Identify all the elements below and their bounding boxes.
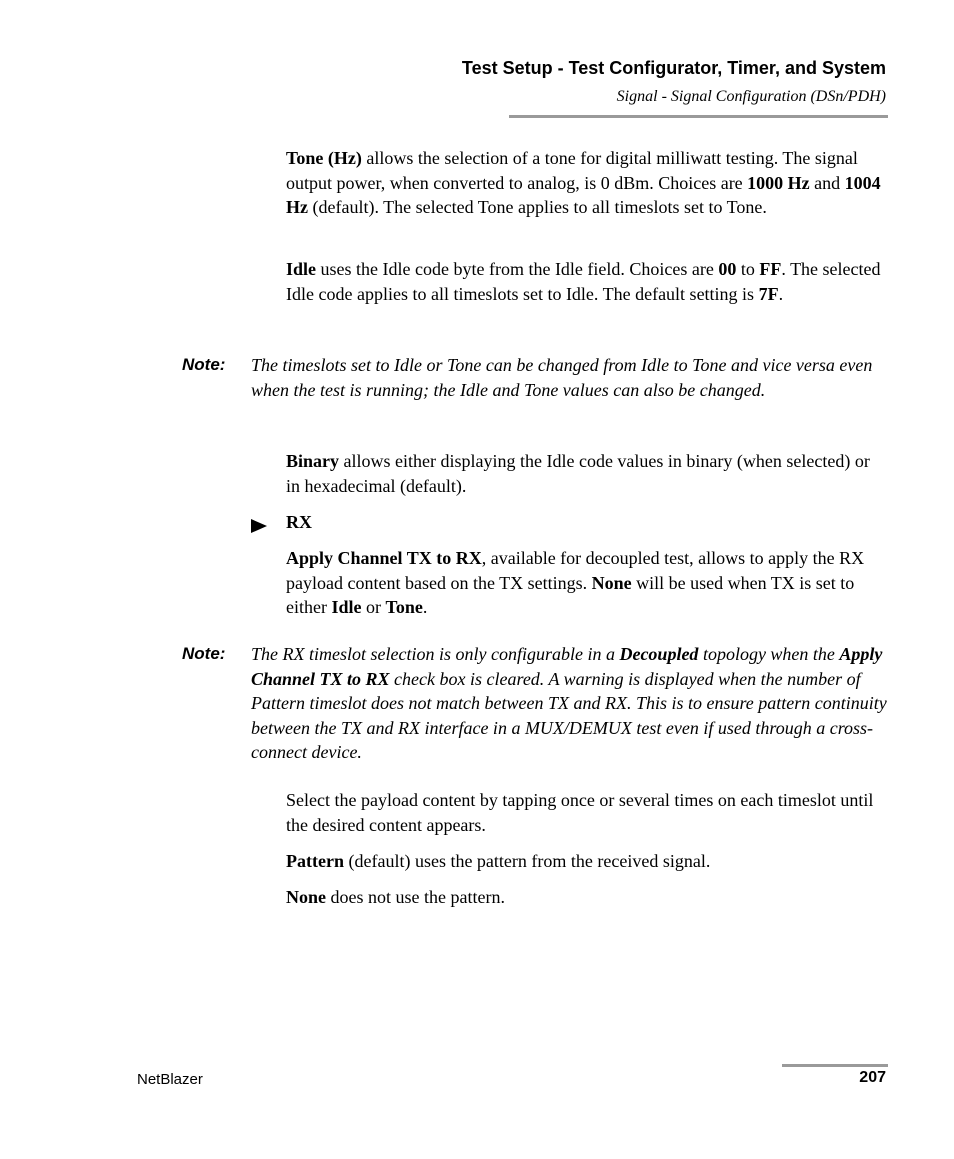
idle-text-1: uses the Idle code byte from the Idle field. Choices are	[316, 259, 719, 279]
note-2-text-2: topology when the	[698, 644, 840, 664]
arrow-bullet-icon	[251, 519, 267, 533]
note-2-bold-1: Decoupled	[619, 644, 699, 664]
idle-min: 00	[718, 259, 737, 279]
rx-heading-label: RX	[286, 512, 312, 532]
tone-text-3: (default). The selected Tone applies to all timeslots set to Tone.	[308, 197, 767, 217]
tone-term: Tone (Hz)	[286, 148, 362, 168]
binary-paragraph	[286, 449, 886, 498]
note-1-label: Note:	[182, 355, 226, 374]
apply-text-3: or	[361, 597, 386, 617]
apply-tone: Tone	[385, 597, 423, 617]
tone-paragraph	[286, 146, 886, 220]
apply-channel-paragraph	[286, 546, 886, 620]
idle-text-4: .	[778, 283, 784, 304]
apply-text-4: .	[422, 597, 428, 617]
binary-text: allows either displaying the Idle code values in binary (when selected) or in hexadecimal (default).	[286, 451, 870, 496]
apply-text-1: , available for decoupled test, allows to apply the RX payload content based on the TX settings.	[286, 548, 865, 593]
none-paragraph	[286, 885, 886, 910]
footer-product-name: NetBlazer	[137, 1071, 203, 1088]
note-2-text-3: check box is cleared. A warning is displayed when the number of Pattern timeslot does not match between TX and RX. This is to ensure pattern continuity between the TX and RX interface in a MUX/DEMUX test even if used through a cross-connect device.	[251, 668, 887, 762]
none-term: None	[286, 887, 326, 907]
idle-text-3: . The selected Idle code applies to all timeslots set to Idle. The default setting is	[286, 259, 881, 304]
idle-default: 7F	[758, 283, 779, 304]
none-text: does not use the pattern.	[326, 887, 505, 907]
rx-heading	[286, 510, 886, 535]
pattern-text: (default) uses the pattern from the received signal.	[343, 851, 711, 871]
select-paragraph: Select the payload content by tapping once or several times on each timeslot until the desired content appears.	[286, 790, 874, 835]
idle-term: Idle	[286, 259, 317, 279]
header-divider	[509, 115, 888, 118]
idle-text-2: to	[736, 259, 760, 279]
note-2-bold-2: Apply Channel TX to RX	[251, 644, 883, 689]
idle-max: FF	[759, 259, 782, 279]
footer-divider	[782, 1064, 888, 1067]
pattern-term: Pattern	[286, 851, 344, 871]
page-header-subtitle: Signal - Signal Configuration (DSn/PDH)	[616, 88, 886, 105]
apply-text-2: will be used when TX is set to either	[286, 572, 855, 617]
note-2-text-1: The RX timeslot selection is only configurable in a	[251, 644, 620, 664]
binary-term: Binary	[286, 451, 340, 471]
apply-idle: Idle	[331, 597, 362, 617]
rx-bullet	[251, 512, 267, 537]
tone-text-2: and	[809, 172, 845, 193]
page-number: 207	[859, 1069, 886, 1086]
page-header-title: Test Setup - Test Configurator, Timer, and System	[461, 58, 886, 78]
note-1-text: The timeslots set to Idle or Tone can be changed from Idle to Tone and vice versa even when the test is running; the Idle and Tone values can also be changed.	[251, 355, 873, 400]
note-2-label: Note:	[182, 644, 226, 663]
apply-channel-term: Apply Channel TX to RX	[286, 548, 482, 568]
apply-none: None	[591, 572, 632, 593]
note-2-text	[251, 642, 891, 765]
idle-paragraph	[286, 257, 886, 306]
tone-option-1000: 1000 Hz	[747, 172, 810, 193]
pattern-paragraph	[286, 849, 886, 874]
tone-option-1004: 1004 Hz	[286, 172, 881, 217]
tone-text-1: allows the selection of a tone for digital milliwatt testing. The signal output power, when converted to analog, is 0 dBm. Choices are	[286, 148, 858, 193]
